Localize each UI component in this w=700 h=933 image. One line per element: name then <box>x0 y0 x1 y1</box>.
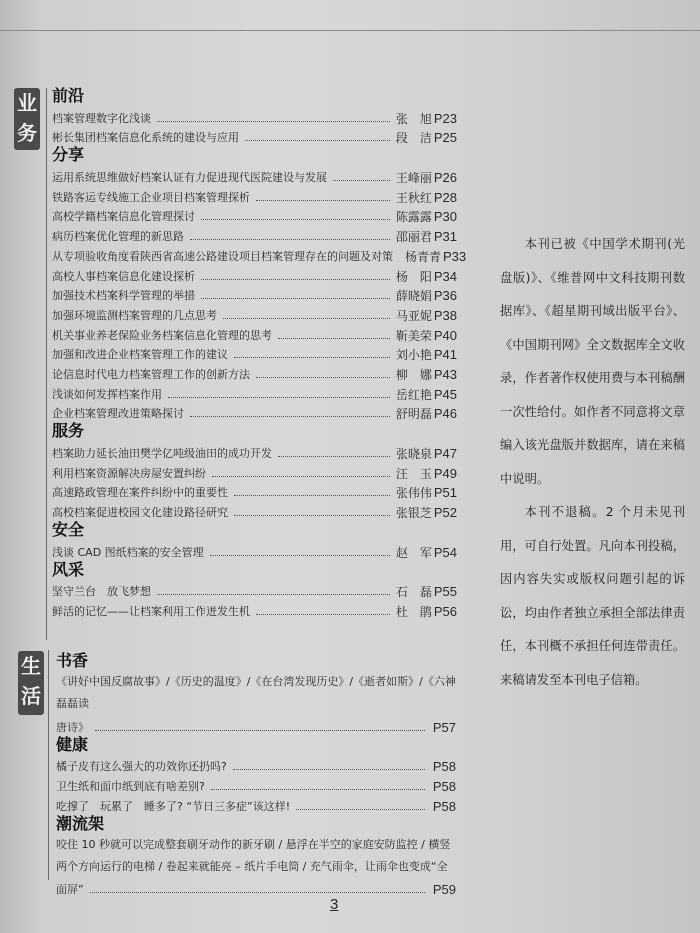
dot-leader <box>95 730 425 731</box>
entry-title: 面屏” <box>56 883 84 897</box>
notice-paragraph: 本刊不退稿。2 个月未见刊用，可自行处置。凡向本刊投稿，因内容失实或版权问题引起的诉讼，均由作者独立承担全部法律责任，本刊概不承担任何连带责任。来稿请发至本刊电子信箱。 <box>500 505 685 687</box>
dot-leader <box>90 892 425 893</box>
entry-page: P47 <box>433 446 457 461</box>
toc-entry[interactable] <box>52 126 457 146</box>
dot-leader <box>234 515 390 516</box>
entry-author: 赵 军 <box>395 545 432 560</box>
toc-row <box>56 755 456 775</box>
dot-leader <box>256 377 390 378</box>
toc-row <box>52 185 457 205</box>
toc-row <box>52 441 457 461</box>
toc-entry[interactable] <box>56 834 456 898</box>
entry-title: 唐诗》 <box>56 720 89 734</box>
tab-char: 活 <box>21 684 41 708</box>
toc-row <box>52 126 457 146</box>
dot-leader <box>223 318 390 319</box>
dot-leader <box>296 809 425 810</box>
toc-entry[interactable] <box>52 205 457 225</box>
notice-paragraph: 本刊已被《中国学术期刊(光盘版)》、《维普网中文科技期刊数据库》、《超星期刊域出版平台》、《中国期刊网》全文数据库全文收录，作者著作权使用费与本刊稿酬一次性给付。如作者不同意将文章编入该光盘版并数据库，请在来稿中说明。 <box>500 237 685 486</box>
toc-entry[interactable] <box>52 165 457 185</box>
toc-row <box>52 540 457 560</box>
entry-title: 运用系统思维做好档案认证有力促进现代医院建设与发展 <box>52 171 327 185</box>
entry-title: 坚守兰台 放飞梦想 <box>52 585 151 599</box>
entry-title: 利用档案资源解决房屋安置纠纷 <box>52 466 206 480</box>
entry-author: 马亚妮 <box>395 308 432 323</box>
category-heading: 健康 <box>56 734 89 754</box>
category-heading: 安全 <box>52 520 85 540</box>
toc-row <box>52 165 457 185</box>
entry-title: 浅谈如何发挥档案作用 <box>52 387 162 401</box>
dot-leader <box>233 769 425 770</box>
dot-leader <box>201 219 390 220</box>
entry-page: P55 <box>433 584 457 600</box>
toc-row <box>52 244 467 264</box>
toc-row <box>52 106 457 126</box>
entry-page: P45 <box>433 386 457 402</box>
toc-row <box>56 794 456 814</box>
tab-char: 生 <box>21 654 41 678</box>
category-heading: 服务 <box>52 421 85 441</box>
entry-title: 高校档案促进校园文化建设路径研究 <box>52 506 228 520</box>
entry-page: P38 <box>433 307 457 323</box>
entry-page: P30 <box>433 209 457 225</box>
toc-entry[interactable] <box>52 343 457 363</box>
toc-entry[interactable] <box>56 755 456 775</box>
entry-author: 刘小艳 <box>395 348 432 363</box>
section-divider-line <box>46 88 47 640</box>
dot-leader <box>157 594 390 595</box>
toc-entry[interactable] <box>52 382 457 402</box>
entry-title: 高校人事档案信息化建设探析 <box>52 269 195 283</box>
dot-leader <box>234 495 390 496</box>
dot-leader <box>201 279 390 280</box>
entry-page: P40 <box>433 327 457 343</box>
toc-entry[interactable] <box>52 540 457 560</box>
toc-section-business <box>52 86 467 620</box>
toc-entry[interactable] <box>56 794 456 814</box>
tab-char: 业 <box>17 91 37 115</box>
entry-title: 彬长集团档案信息化系统的建设与应用 <box>52 131 239 145</box>
section-tab-life <box>18 651 44 715</box>
entry-title: 加强和改进企业档案管理工作的建议 <box>52 348 228 362</box>
entry-page: P43 <box>433 366 457 382</box>
dot-leader <box>333 180 390 181</box>
entry-title: 铁路客运专线施工企业项目档案管理探析 <box>52 190 250 204</box>
toc-entry[interactable] <box>52 106 457 126</box>
category-heading: 书香 <box>56 651 89 670</box>
entry-title: 卫生纸和面巾纸到底有啥差别? <box>56 780 205 794</box>
entry-page: P31 <box>433 229 457 245</box>
page-number: 3 <box>330 896 339 913</box>
dot-leader <box>245 140 390 141</box>
entry-author: 王峰丽 <box>395 171 432 186</box>
entry-title: 鲜活的记忆——让档案利用工作迸发生机 <box>52 605 250 619</box>
toc-row <box>52 580 457 600</box>
entry-title: 论信息时代电力档案管理工作的创新方法 <box>52 367 250 381</box>
entry-author: 岳红艳 <box>395 387 432 402</box>
toc-entry[interactable] <box>52 481 457 501</box>
toc-entry[interactable] <box>52 362 457 382</box>
dot-leader <box>212 476 390 477</box>
entry-title: 吃撑了 玩累了 睡多了? “节日三多症”该这样! <box>56 799 291 813</box>
entry-title: 从专项验收角度看陕西省高速公路建设项目档案管理存在的问题及对策 <box>52 249 393 263</box>
toc-entry[interactable] <box>52 224 457 244</box>
entry-page: P46 <box>433 406 457 422</box>
toc-row <box>52 362 457 382</box>
dot-leader <box>234 357 390 358</box>
entry-title: 橘子皮有这么强大的功效你还扔吗? <box>56 760 227 774</box>
toc-row <box>52 402 457 422</box>
entry-author: 杨青青 <box>405 249 442 264</box>
entry-page: P58 <box>432 798 456 814</box>
entry-page: P23 <box>433 110 457 126</box>
entry-author: 张伟伟 <box>395 486 432 501</box>
entry-author: 靳美荣 <box>395 328 432 343</box>
toc-entry[interactable] <box>52 244 467 264</box>
toc-section-life <box>56 651 456 897</box>
toc-entry[interactable] <box>52 441 457 461</box>
toc-row <box>52 323 457 343</box>
dot-leader <box>211 789 425 790</box>
entry-author: 陈露露 <box>395 210 432 225</box>
entry-page: P54 <box>433 544 457 560</box>
toc-entry[interactable] <box>52 500 457 520</box>
entry-title: 档案助力延长油田樊学亿吨级油田的成功开发 <box>52 447 272 460</box>
category-heading: 分享 <box>52 145 85 165</box>
entry-author: 薛晓娟 <box>395 289 432 304</box>
entry-author: 汪 玉 <box>395 466 432 481</box>
toc-entry[interactable] <box>52 185 457 205</box>
dot-leader <box>190 239 390 240</box>
dot-leader <box>210 555 390 556</box>
entry-title: 高校学籍档案信息化管理探讨 <box>52 210 195 224</box>
toc-entry[interactable] <box>56 671 456 735</box>
dot-leader <box>157 121 390 122</box>
section-tab-business <box>14 88 40 150</box>
dot-leader <box>168 397 390 398</box>
toc-row <box>52 481 457 501</box>
category-heading: 前沿 <box>52 86 85 105</box>
toc-entry[interactable] <box>52 402 457 422</box>
toc-row <box>56 774 456 794</box>
dot-leader <box>256 200 390 201</box>
toc-row <box>52 343 457 363</box>
toc-row <box>56 878 456 898</box>
entry-page: P49 <box>433 465 457 481</box>
dot-leader <box>201 298 390 299</box>
dot-leader <box>190 416 390 417</box>
entry-title-lead: 《讲好中国反腐故事》/《历史的温度》/《在台湾发现历史》/《逝者如斯》/《六神磊磊读 <box>56 675 456 710</box>
entry-author: 张 旭 <box>395 111 432 126</box>
entry-author: 舒明磊 <box>395 407 432 422</box>
entry-page: P56 <box>433 604 457 620</box>
entry-title: 加强环境监测档案管理的几点思考 <box>52 308 217 322</box>
toc-entry[interactable] <box>52 284 457 304</box>
entry-title: 企业档案管理改进策略探讨 <box>52 407 184 421</box>
section-divider-line <box>48 650 49 880</box>
entry-author: 柳 娜 <box>395 367 432 382</box>
toc-entry[interactable] <box>52 580 457 600</box>
entry-title: 加强技术档案科学管理的举措 <box>52 289 195 303</box>
entry-title: 浅谈 CAD 图纸档案的安全管理 <box>52 545 204 559</box>
toc-entry[interactable] <box>52 599 457 619</box>
entry-author: 杜 鹃 <box>395 605 432 620</box>
top-rule <box>0 30 700 31</box>
entry-page: P59 <box>432 882 456 898</box>
entry-page: P52 <box>433 505 457 521</box>
entry-author: 段 洁 <box>395 131 432 146</box>
toc-entry[interactable] <box>52 303 457 323</box>
entry-author: 邵丽君 <box>395 230 432 245</box>
entry-page: P33 <box>443 248 467 264</box>
toc-entry[interactable] <box>56 774 456 794</box>
toc-entry[interactable] <box>52 264 457 284</box>
dot-leader <box>256 614 390 615</box>
entry-page: P26 <box>433 170 457 186</box>
entry-author: 石 磊 <box>395 585 432 600</box>
toc-row <box>52 382 457 402</box>
entry-author: 杨 阳 <box>395 269 432 284</box>
entry-title-lead: 咬住 10 秒就可以完成整套刷牙动作的新牙刷 / 悬浮在半空的家庭安防监控 / 横竖两个方向运行的电梯 / 卷起来就能亮 – 纸片手电筒 / 充气雨伞，让雨伞也变成“全 <box>56 837 451 873</box>
category-heading: 潮流架 <box>56 813 105 833</box>
entry-title: 档案管理数字化浅谈 <box>52 111 151 125</box>
entry-page: P25 <box>433 130 457 146</box>
entry-author: 张晓泉 <box>395 447 432 461</box>
entry-page: P28 <box>433 189 457 205</box>
entry-page: P58 <box>432 759 456 775</box>
entry-page: P36 <box>433 288 457 304</box>
toc-row <box>56 715 456 735</box>
tab-char: 务 <box>17 121 37 145</box>
entry-page: P57 <box>432 719 456 735</box>
toc-row <box>52 284 457 304</box>
toc-row <box>52 205 457 225</box>
toc-row <box>52 264 457 284</box>
toc-row <box>52 224 457 244</box>
copyright-notice <box>500 228 685 697</box>
toc-row <box>52 461 457 481</box>
entry-page: P51 <box>433 485 457 501</box>
toc-entry[interactable] <box>52 461 457 481</box>
category-heading: 风采 <box>52 559 85 579</box>
toc-entry[interactable] <box>52 323 457 343</box>
entry-page: P41 <box>433 347 457 363</box>
entry-page: P34 <box>433 268 457 284</box>
toc-row <box>52 500 457 520</box>
toc-row <box>52 303 457 323</box>
toc-row <box>52 599 457 619</box>
entry-title: 机关事业养老保险业务档案信息化管理的思考 <box>52 328 272 342</box>
dot-leader <box>278 456 390 457</box>
entry-page: P58 <box>432 779 456 795</box>
dot-leader <box>278 338 390 339</box>
entry-author: 王秋红 <box>395 190 432 205</box>
entry-title: 病历档案优化管理的新思路 <box>52 230 184 244</box>
entry-author: 张银芝 <box>395 506 432 521</box>
entry-title: 高速路政管理在案件纠纷中的重要性 <box>52 486 228 500</box>
